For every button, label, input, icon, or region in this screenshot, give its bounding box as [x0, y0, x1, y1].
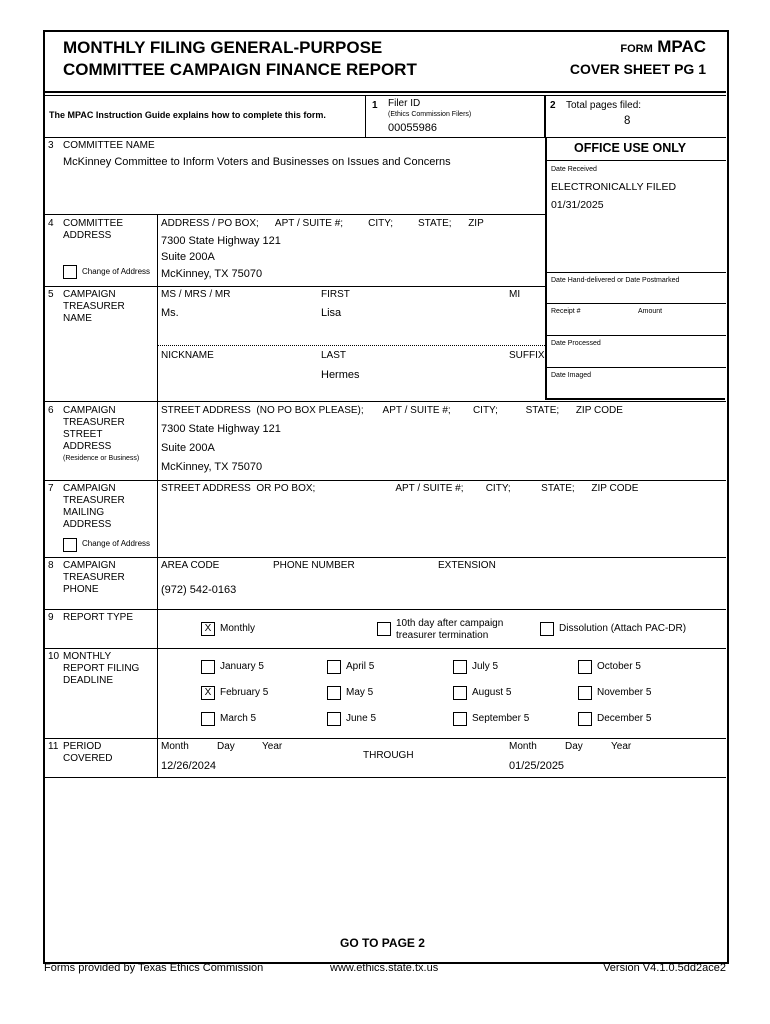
period-to-value[interactable]: 01/25/2025 — [509, 760, 565, 772]
filer-id-sub: (Ethics Commission Filers) — [388, 111, 472, 118]
deadline-july-label: July 5 — [472, 661, 499, 672]
committee-address-line3[interactable]: McKinney, TX 75070 — [161, 268, 263, 280]
committee-name-num: 3 — [48, 140, 54, 151]
committee-address-label1: COMMITTEE — [63, 218, 123, 229]
deadline-october-checkbox[interactable] — [578, 660, 592, 674]
nickname-label: NICKNAME — [161, 350, 214, 361]
treasurer-street-line1[interactable]: 7300 State Highway 121 — [161, 423, 281, 435]
report-type-dissolution-label: Dissolution (Attach PAC-DR) — [559, 623, 687, 634]
deadline-label2: REPORT FILING — [63, 663, 140, 674]
period-from-month-label: Month — [161, 741, 189, 752]
first-value[interactable]: Lisa — [321, 307, 342, 319]
ms-label: MS / MRS / MR — [161, 289, 231, 300]
treasurer-street-label2: TREASURER — [63, 417, 125, 428]
footer-right: Version V4.1.0.5dd2ace2 — [603, 962, 726, 974]
committee-address-line1[interactable]: 7300 State Highway 121 — [161, 235, 281, 247]
treasurer-name-label3: NAME — [63, 313, 92, 324]
date-received-label: Date Received — [551, 166, 597, 173]
treasurer-street-header: STREET ADDRESS (NO PO BOX PLEASE); APT / SUITE #; CITY; STATE; ZIP CODE — [161, 405, 623, 416]
phone-number-label: PHONE NUMBER — [273, 560, 355, 571]
period-label1: PERIOD — [63, 741, 102, 752]
treasurer-street-label4: ADDRESS — [63, 441, 112, 452]
committee-address-line2[interactable]: Suite 200A — [161, 251, 215, 263]
first-label: FIRST — [321, 289, 350, 300]
received-value-2: 01/31/2025 — [551, 199, 604, 211]
report-type-dissolution-checkbox[interactable] — [540, 622, 554, 636]
deadline-january-label: January 5 — [220, 661, 264, 672]
amount-label: Amount — [638, 308, 663, 315]
report-type-monthly-checkbox[interactable]: X — [201, 622, 215, 636]
form-title-line2: COMMITTEE CAMPAIGN FINANCE REPORT — [63, 60, 417, 79]
last-value[interactable]: Hermes — [321, 369, 360, 381]
mi-label: MI — [509, 289, 521, 300]
report-type-label: REPORT TYPE — [63, 612, 134, 623]
date-hand-label: Date Hand-delivered or Date Postmarked — [551, 277, 680, 284]
footer-center: www.ethics.state.tx.us — [330, 962, 439, 974]
filer-id-num: 1 — [372, 100, 378, 111]
period-to-year-label: Year — [611, 741, 632, 752]
period-num: 11 — [48, 741, 59, 752]
cover-sheet-label: COVER SHEET PG 1 — [569, 61, 706, 77]
committee-name-value[interactable]: McKinney Committee to Inform Voters and Businesses on Issues and Concerns — [63, 156, 451, 168]
report-type-termination-checkbox[interactable] — [377, 622, 391, 636]
filer-id-value[interactable]: 00055986 — [388, 122, 437, 134]
deadline-april-label: April 5 — [346, 661, 375, 672]
deadline-june-label: June 5 — [346, 713, 377, 724]
treasurer-street-label5: (Residence or Business) — [63, 455, 140, 462]
report-type-termination-label1: 10th day after campaign — [396, 618, 504, 629]
period-from-day-label: Day — [217, 741, 235, 752]
extension-label: EXTENSION — [438, 560, 496, 571]
treasurer-phone-label2: TREASURER — [63, 572, 125, 583]
form-word: FORM — [620, 43, 653, 55]
deadline-december-checkbox[interactable] — [578, 712, 592, 726]
deadline-december-label: December 5 — [597, 713, 652, 724]
treasurer-street-num: 6 — [48, 405, 54, 416]
date-imaged-label: Date Imaged — [551, 372, 592, 379]
treasurer-name-label1: CAMPAIGN — [63, 289, 116, 300]
footer-left: Forms provided by Texas Ethics Commission — [44, 962, 264, 974]
office-use-box — [545, 137, 725, 400]
deadline-june-checkbox[interactable] — [327, 712, 341, 726]
deadline-april-checkbox[interactable] — [327, 660, 341, 674]
treasurer-street-line2[interactable]: Suite 200A — [161, 442, 215, 454]
treasurer-mailing-num: 7 — [48, 483, 54, 494]
deadline-october-label: October 5 — [597, 661, 641, 672]
deadline-label1: MONTHLY — [63, 651, 112, 662]
mailing-change-of-address-label: Change of Address — [82, 539, 151, 548]
last-label: LAST — [321, 350, 347, 361]
received-value-1: ELECTRONICALLY FILED — [551, 181, 677, 193]
treasurer-mailing-header: STREET ADDRESS OR PO BOX; APT / SUITE #; CITY; STATE; ZIP CODE — [161, 483, 639, 494]
area-code-label: AREA CODE — [161, 560, 220, 571]
deadline-march-checkbox[interactable] — [201, 712, 215, 726]
treasurer-mailing-label3: MAILING — [63, 507, 105, 518]
treasurer-phone-value[interactable]: (972) 542-0163 — [161, 584, 237, 596]
treasurer-street-label3: STREET — [63, 429, 103, 440]
go-to-page-2: GO TO PAGE 2 — [340, 936, 425, 950]
deadline-num: 10 — [48, 651, 60, 662]
deadline-february-checkbox[interactable]: X — [201, 686, 215, 700]
deadline-january-checkbox[interactable] — [201, 660, 215, 674]
change-of-address-checkbox[interactable] — [63, 265, 77, 279]
period-to-month-label: Month — [509, 741, 537, 752]
total-pages-num: 2 — [550, 100, 556, 111]
filer-id-label: Filer ID — [388, 98, 421, 109]
deadline-march-label: March 5 — [220, 713, 257, 724]
treasurer-name-num: 5 — [48, 289, 54, 300]
deadline-september-label: September 5 — [472, 713, 530, 724]
deadline-label3: DEADLINE — [63, 675, 114, 686]
deadline-february-label: February 5 — [220, 687, 269, 698]
report-type-monthly-label: Monthly — [220, 623, 256, 634]
deadline-may-checkbox[interactable] — [327, 686, 341, 700]
report-type-num: 9 — [48, 612, 54, 623]
receipt-label: Receipt # — [551, 308, 581, 315]
period-from-value[interactable]: 12/26/2024 — [161, 760, 217, 772]
deadline-november-label: November 5 — [597, 687, 652, 698]
deadline-august-checkbox[interactable] — [453, 686, 467, 700]
treasurer-street-line3[interactable]: McKinney, TX 75070 — [161, 461, 263, 473]
treasurer-mailing-label1: CAMPAIGN — [63, 483, 116, 494]
committee-address-label2: ADDRESS — [63, 230, 112, 241]
mailing-change-of-address-checkbox[interactable] — [63, 538, 77, 552]
deadline-september-checkbox[interactable] — [453, 712, 467, 726]
treasurer-name-label2: TREASURER — [63, 301, 125, 312]
period-from-year-label: Year — [262, 741, 283, 752]
total-pages-label: Total pages filed: — [566, 100, 642, 111]
committee-name-label: COMMITTEE NAME — [63, 140, 155, 151]
total-pages-value[interactable]: 8 — [624, 115, 631, 127]
committee-address-header: ADDRESS / PO BOX; APT / SUITE #; CITY; STATE; ZIP — [161, 218, 484, 229]
treasurer-phone-num: 8 — [48, 560, 54, 571]
form-code-label — [620, 37, 706, 57]
ms-value[interactable]: Ms. — [161, 307, 179, 319]
deadline-august-label: August 5 — [472, 687, 512, 698]
date-processed-label: Date Processed — [551, 340, 601, 347]
treasurer-phone-label1: CAMPAIGN — [63, 560, 116, 571]
instruction-text: The MPAC Instruction Guide explains how to complete this form. — [49, 110, 326, 120]
deadline-may-label: May 5 — [346, 687, 374, 698]
suffix-label: SUFFIX — [509, 350, 545, 361]
period-to-day-label: Day — [565, 741, 583, 752]
treasurer-mailing-label4: ADDRESS — [63, 519, 112, 530]
committee-address-num: 4 — [48, 218, 54, 229]
deadline-july-checkbox[interactable] — [453, 660, 467, 674]
change-of-address-label: Change of Address — [82, 267, 151, 276]
period-through-label: THROUGH — [363, 750, 414, 761]
form-code: MPAC — [657, 37, 706, 56]
treasurer-street-label1: CAMPAIGN — [63, 405, 116, 416]
form-title-line1: MONTHLY FILING GENERAL-PURPOSE — [63, 38, 383, 57]
treasurer-phone-label3: PHONE — [63, 584, 99, 595]
period-label2: COVERED — [63, 753, 113, 764]
deadline-november-checkbox[interactable] — [578, 686, 592, 700]
report-type-termination-label2: treasurer termination — [396, 630, 489, 641]
office-use-title: OFFICE USE ONLY — [574, 141, 687, 155]
treasurer-mailing-label2: TREASURER — [63, 495, 125, 506]
